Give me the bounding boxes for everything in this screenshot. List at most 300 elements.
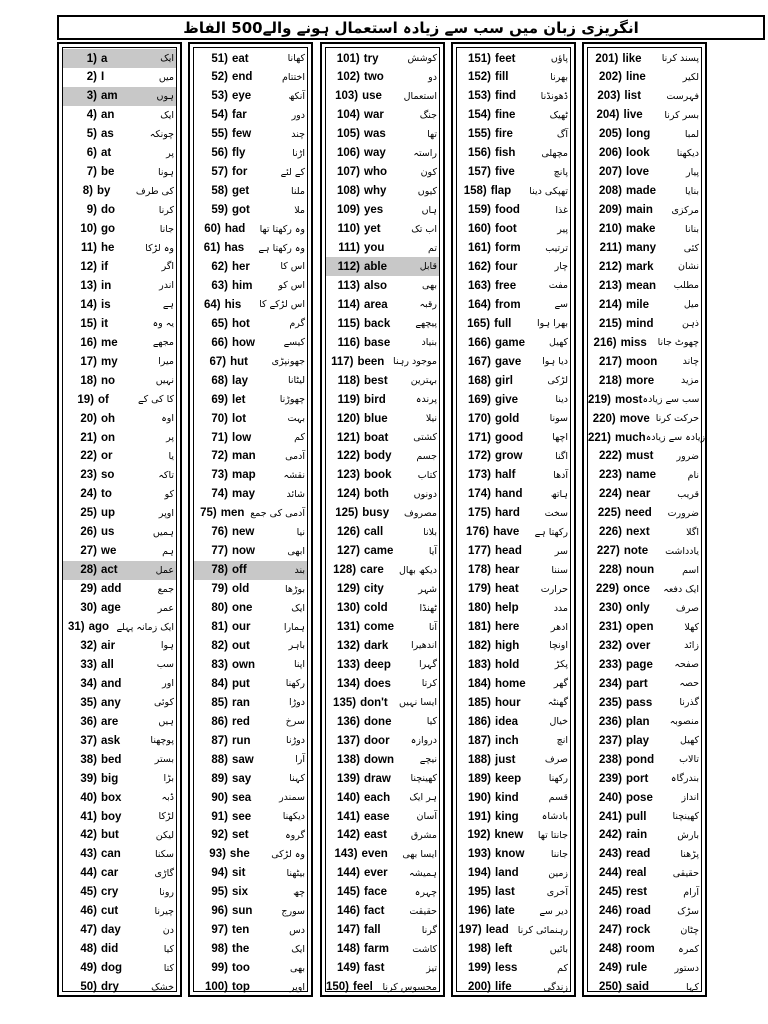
- word-number: 187): [467, 734, 491, 747]
- word-number: 66): [211, 336, 228, 349]
- urdu-meaning: نیا: [296, 526, 305, 538]
- urdu-meaning: جانا: [159, 223, 174, 235]
- word-row: [326, 504, 439, 523]
- english-word: new: [232, 526, 255, 539]
- word-number: 173): [467, 469, 491, 482]
- word-number: 69): [211, 393, 228, 406]
- english-word: deep: [364, 658, 391, 671]
- urdu-meaning: جنگ: [419, 109, 437, 121]
- word-number: 214): [598, 298, 622, 311]
- word-number: 90): [211, 791, 228, 804]
- english-word: all: [101, 658, 114, 671]
- english-word: big: [101, 772, 119, 785]
- word-number: 197): [458, 924, 482, 937]
- word-row: [457, 295, 570, 314]
- word-row: [588, 864, 701, 883]
- urdu-meaning: صرف: [675, 602, 699, 614]
- word-row: [588, 769, 701, 788]
- word-row: [194, 295, 307, 314]
- urdu-meaning: آدمی: [285, 450, 305, 462]
- english-word: even: [361, 848, 388, 861]
- urdu-meaning: چہرہ: [414, 886, 437, 898]
- urdu-meaning: وہ لڑکی: [271, 848, 305, 860]
- word-row: [588, 447, 701, 466]
- urdu-meaning: بادشاہ: [541, 811, 568, 822]
- urdu-meaning: یا: [168, 450, 174, 462]
- urdu-meaning: وہ رکھتا ہے: [258, 242, 305, 254]
- english-word: most: [615, 393, 643, 406]
- english-word: busy: [362, 507, 390, 520]
- word-row: [194, 731, 307, 750]
- english-word: one: [232, 602, 253, 615]
- word-number: 229): [596, 583, 620, 596]
- word-number: 171): [467, 431, 491, 444]
- word-row: [326, 523, 439, 542]
- english-word: king: [495, 810, 519, 823]
- urdu-meaning: اڑنا: [292, 147, 305, 159]
- word-number: 247): [598, 924, 622, 937]
- english-word: war: [364, 109, 384, 122]
- word-number: 26): [80, 526, 97, 539]
- english-word: know: [495, 848, 525, 861]
- word-row: [63, 314, 176, 333]
- urdu-meaning: سے: [554, 299, 568, 311]
- word-number: 144): [336, 867, 360, 880]
- word-number: 32): [80, 639, 97, 652]
- urdu-meaning: غذا: [555, 204, 568, 216]
- word-number: 134): [336, 677, 360, 690]
- word-number: 92): [211, 829, 228, 842]
- word-row: [194, 655, 307, 674]
- word-row: [326, 693, 439, 712]
- word-number: 111): [338, 242, 360, 254]
- english-word: in: [101, 279, 112, 292]
- english-word: miss: [620, 336, 647, 349]
- word-number: 20): [80, 412, 97, 425]
- english-word: was: [364, 128, 386, 141]
- word-number: 208): [598, 185, 622, 198]
- urdu-meaning: قسم: [548, 792, 568, 804]
- urdu-meaning: سمندر: [279, 792, 305, 804]
- word-number: 78): [211, 564, 228, 577]
- urdu-meaning: کوشش: [407, 53, 437, 64]
- word-row: [588, 542, 701, 561]
- english-word: room: [626, 943, 655, 956]
- urdu-meaning: ہاتھ: [550, 488, 568, 500]
- english-word: hear: [495, 564, 520, 577]
- urdu-meaning: لیکن: [155, 829, 174, 841]
- urdu-meaning: بنانا: [685, 223, 699, 235]
- word-row: [194, 504, 307, 523]
- word-number: 137): [336, 734, 360, 747]
- word-number: 178): [467, 564, 491, 577]
- word-number: 143): [334, 848, 358, 861]
- word-number: 105): [336, 128, 360, 141]
- urdu-meaning: کئی: [683, 242, 699, 254]
- english-word: door: [364, 734, 390, 747]
- word-number: 59): [211, 204, 228, 217]
- word-row: [588, 845, 701, 864]
- word-row: [194, 845, 307, 864]
- urdu-meaning: دینا: [555, 394, 568, 406]
- urdu-meaning: تھپکی دینا: [529, 185, 568, 197]
- word-row: [326, 921, 439, 940]
- english-word: we: [101, 545, 117, 558]
- word-row: [63, 182, 176, 201]
- word-column-1: [57, 42, 182, 997]
- word-row: [194, 106, 307, 125]
- word-number: 101): [336, 52, 360, 65]
- word-number: 52): [211, 71, 228, 84]
- english-word: hard: [495, 507, 520, 520]
- urdu-meaning: رکھنا: [285, 678, 305, 690]
- word-number: 221): [588, 431, 612, 444]
- urdu-meaning: کشتی: [413, 432, 437, 443]
- english-word: she: [229, 848, 250, 861]
- word-row: [588, 580, 701, 599]
- english-word: car: [101, 867, 119, 880]
- word-number: 225): [597, 507, 621, 520]
- urdu-meaning: مشرق: [410, 829, 437, 841]
- word-row: [194, 49, 307, 68]
- english-word: bed: [101, 753, 122, 766]
- urdu-meaning: نقشہ: [283, 469, 305, 481]
- word-number: 191): [467, 810, 491, 823]
- word-row: [457, 902, 570, 921]
- urdu-meaning: کیا: [163, 943, 174, 955]
- english-word: low: [232, 431, 252, 444]
- word-row: [63, 769, 176, 788]
- english-word: cut: [101, 905, 119, 918]
- word-number: 17): [80, 355, 97, 368]
- english-word: kind: [495, 791, 519, 804]
- word-row: [194, 580, 307, 599]
- english-word: inch: [495, 734, 519, 747]
- word-number: 244): [598, 867, 622, 880]
- word-number: 176): [466, 526, 490, 539]
- word-row: [457, 561, 570, 580]
- urdu-meaning: کو: [164, 488, 174, 500]
- urdu-meaning: لڑکی: [547, 375, 568, 387]
- urdu-meaning: چھوٹ جانا: [657, 337, 699, 349]
- english-word: use: [362, 90, 382, 103]
- word-row: [63, 144, 176, 163]
- word-number: 142): [336, 829, 360, 842]
- english-word: book: [364, 469, 392, 482]
- word-number: 203): [597, 90, 621, 103]
- word-row: [63, 276, 176, 295]
- word-row: [326, 106, 439, 125]
- word-number: 194): [467, 867, 491, 880]
- word-number: 76): [211, 526, 228, 539]
- word-number: 166): [467, 336, 491, 349]
- english-word: grow: [495, 450, 523, 463]
- word-number: 7): [86, 166, 97, 179]
- word-number: 126): [336, 526, 360, 539]
- english-word: oh: [101, 412, 116, 425]
- word-row: [326, 561, 439, 580]
- urdu-meaning: دستور: [674, 962, 699, 974]
- urdu-meaning: صفحہ: [674, 659, 699, 671]
- word-number: 8): [82, 185, 94, 198]
- word-row: [63, 333, 176, 352]
- word-number: 230): [598, 602, 622, 615]
- english-word: fall: [364, 924, 381, 937]
- word-row: [588, 87, 701, 106]
- word-row: [326, 902, 439, 921]
- word-number: 67): [209, 355, 227, 368]
- urdu-meaning: ہوا: [160, 640, 174, 652]
- english-word: go: [101, 223, 116, 236]
- english-word: each: [364, 791, 391, 804]
- word-row: [457, 68, 570, 87]
- word-number: 48): [80, 943, 97, 956]
- word-number: 213): [598, 279, 622, 292]
- word-row: [457, 352, 570, 371]
- english-word: sit: [232, 867, 246, 880]
- word-row: [63, 523, 176, 542]
- word-row: [326, 49, 439, 68]
- urdu-meaning: اچھا: [552, 432, 568, 443]
- english-word: note: [623, 545, 649, 558]
- english-word: how: [232, 336, 255, 349]
- word-row: [457, 390, 570, 409]
- word-number: 167): [467, 355, 491, 368]
- english-word: fly: [232, 147, 246, 160]
- urdu-meaning: صرف: [544, 754, 568, 766]
- word-row: [326, 352, 439, 371]
- word-number: 64): [204, 298, 221, 311]
- english-word: flap: [490, 185, 512, 198]
- urdu-meaning: ڈھونڈنا: [540, 90, 568, 102]
- word-row: [326, 87, 439, 106]
- word-number: 127): [336, 545, 360, 558]
- english-word: top: [232, 981, 250, 994]
- urdu-meaning: سب سے زیادہ: [642, 394, 700, 406]
- english-word: yet: [364, 223, 381, 236]
- word-number: 149): [336, 962, 360, 975]
- urdu-meaning: بھرنا: [550, 71, 568, 83]
- english-word: my: [101, 355, 118, 368]
- word-row: [63, 295, 176, 314]
- urdu-meaning: شہر: [418, 583, 437, 595]
- word-row: [457, 49, 570, 68]
- english-word: the: [232, 943, 250, 956]
- word-number: 79): [211, 583, 228, 596]
- word-number: 81): [211, 621, 228, 633]
- urdu-meaning: پیچھے: [415, 318, 437, 330]
- word-number: 97): [211, 924, 228, 937]
- word-row: [457, 788, 570, 807]
- english-word: it: [101, 317, 109, 330]
- urdu-meaning: بوڑھا: [284, 583, 305, 595]
- english-word: open: [626, 621, 654, 633]
- word-number: 250): [598, 981, 622, 994]
- urdu-meaning: پاؤں: [550, 53, 568, 64]
- word-number: 82): [211, 639, 228, 652]
- word-row: [457, 447, 570, 466]
- english-word: late: [495, 905, 515, 918]
- word-number: 241): [598, 810, 622, 823]
- english-word: his: [224, 298, 242, 311]
- urdu-meaning: بڑا: [163, 773, 174, 785]
- urdu-meaning: جھونپڑی: [271, 356, 305, 368]
- word-row: [457, 845, 570, 864]
- urdu-meaning: رکھنا: [548, 773, 568, 785]
- urdu-meaning: کون: [420, 166, 437, 178]
- urdu-meaning: رکھتا ہے: [534, 526, 568, 538]
- word-number: 40): [80, 791, 97, 804]
- word-row: [588, 201, 701, 220]
- word-number: 45): [80, 886, 97, 899]
- word-number: 104): [336, 109, 360, 122]
- word-number: 89): [211, 772, 228, 785]
- english-word: he: [101, 242, 115, 254]
- word-number: 53): [211, 90, 228, 103]
- english-word: home: [495, 677, 526, 690]
- english-word: plan: [625, 715, 650, 728]
- word-row: [457, 618, 570, 637]
- word-number: 49): [80, 962, 97, 975]
- word-number: 165): [467, 317, 491, 330]
- word-number: 33): [80, 658, 97, 671]
- word-row: [63, 87, 176, 106]
- word-number: 248): [598, 943, 622, 956]
- urdu-meaning: حرکت کرنا: [655, 413, 699, 425]
- word-number: 12): [80, 260, 97, 273]
- word-number: 96): [211, 905, 228, 918]
- urdu-meaning: حصہ: [679, 678, 699, 690]
- word-row: [326, 750, 439, 769]
- urdu-meaning: رونا: [159, 886, 174, 898]
- urdu-meaning: دور: [291, 109, 305, 121]
- word-row: [457, 182, 570, 201]
- word-number: 222): [598, 450, 622, 463]
- word-number: 249): [598, 962, 622, 975]
- urdu-meaning: دونوں: [413, 488, 437, 500]
- word-number: 200): [467, 981, 491, 994]
- word-number: 125): [335, 507, 359, 520]
- english-word: fast: [364, 962, 385, 975]
- word-number: 243): [598, 848, 622, 861]
- word-row: [326, 295, 439, 314]
- word-number: 15): [80, 317, 97, 330]
- english-word: been: [357, 355, 385, 368]
- word-number: 234): [598, 677, 622, 690]
- english-word: half: [495, 469, 516, 482]
- urdu-meaning: پر: [166, 147, 174, 159]
- word-row: [194, 201, 307, 220]
- english-word: love: [626, 166, 650, 179]
- word-row: [194, 371, 307, 390]
- word-row: [326, 485, 439, 504]
- word-number: 198): [467, 943, 491, 956]
- word-number: 129): [336, 583, 360, 596]
- word-row: [457, 712, 570, 731]
- word-row: [194, 390, 307, 409]
- word-number: 57): [211, 166, 228, 179]
- word-number: 98): [211, 943, 228, 956]
- word-row: [588, 978, 701, 997]
- urdu-meaning: مچھلی: [541, 147, 568, 159]
- word-number: 226): [598, 526, 622, 539]
- english-word: dry: [101, 981, 119, 994]
- word-row: [194, 788, 307, 807]
- word-row: [457, 636, 570, 655]
- urdu-meaning: مرکزی: [671, 204, 699, 216]
- urdu-meaning: اوپر: [289, 981, 305, 993]
- word-row: [457, 125, 570, 144]
- english-word: pond: [626, 753, 655, 766]
- english-word: by: [97, 185, 111, 198]
- word-row: [63, 390, 176, 409]
- english-word: few: [232, 128, 252, 141]
- urdu-meaning: آخری: [546, 886, 568, 898]
- urdu-meaning: بہترین: [410, 375, 437, 387]
- word-row: [326, 257, 439, 276]
- word-number: 113): [337, 279, 360, 292]
- english-word: high: [495, 639, 520, 652]
- word-number: 232): [598, 639, 622, 652]
- word-row: [326, 68, 439, 87]
- english-word: came: [364, 545, 394, 558]
- word-number: 151): [467, 52, 491, 65]
- urdu-meaning: انداز: [681, 792, 699, 804]
- word-number: 181): [467, 621, 491, 633]
- urdu-meaning: کتاب: [417, 469, 437, 481]
- english-word: pass: [626, 696, 653, 709]
- word-number: 91): [211, 810, 228, 823]
- english-word: feel: [353, 981, 373, 994]
- word-row: [194, 220, 307, 239]
- english-word: less: [495, 962, 518, 975]
- word-row: [63, 978, 176, 997]
- word-row: [63, 466, 176, 485]
- english-word: here: [495, 621, 520, 633]
- english-word: mean: [626, 279, 657, 292]
- word-row: [457, 599, 570, 618]
- word-row: [457, 542, 570, 561]
- urdu-meaning: بارش: [677, 829, 699, 841]
- word-number: 196): [467, 905, 491, 918]
- word-number: 168): [467, 374, 491, 387]
- urdu-meaning: کھیل: [680, 735, 699, 747]
- english-word: city: [364, 583, 384, 596]
- word-row: [194, 940, 307, 959]
- english-word: box: [101, 791, 122, 804]
- word-row: [588, 409, 701, 428]
- word-row: [588, 959, 701, 978]
- word-row: [588, 257, 701, 276]
- english-word: fish: [495, 147, 516, 160]
- urdu-meaning: پیر: [557, 223, 568, 235]
- english-word: has: [224, 242, 245, 254]
- word-row: [194, 864, 307, 883]
- english-word: rule: [626, 962, 648, 975]
- word-row: [63, 826, 176, 845]
- word-row: [194, 466, 307, 485]
- word-row: [194, 902, 307, 921]
- english-word: don't: [360, 696, 388, 709]
- urdu-meaning: ایک: [291, 943, 305, 955]
- word-number: 201): [595, 52, 619, 65]
- english-word: hut: [230, 355, 248, 368]
- word-row: [194, 125, 307, 144]
- english-word: food: [495, 204, 520, 217]
- word-number: 119): [337, 393, 360, 406]
- word-row: [194, 826, 307, 845]
- word-row: [588, 466, 701, 485]
